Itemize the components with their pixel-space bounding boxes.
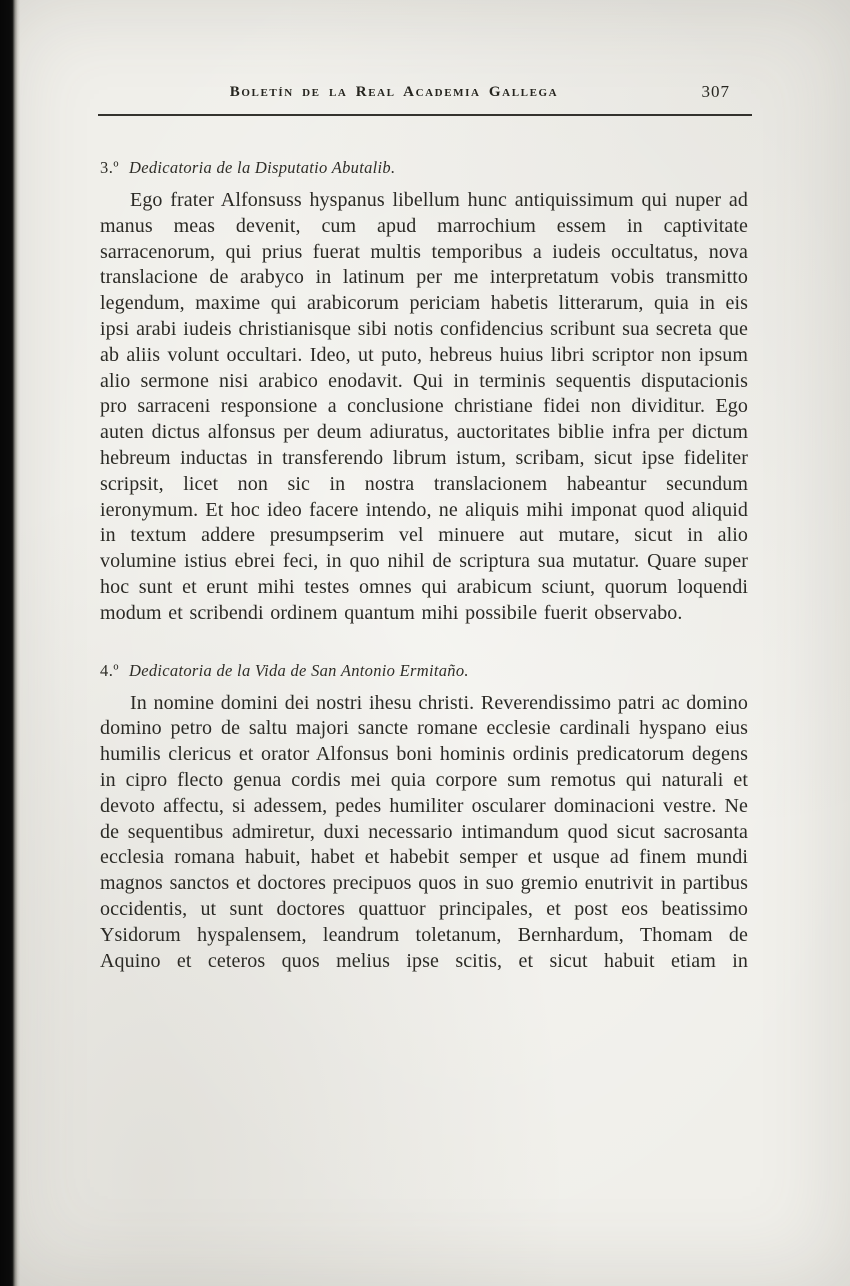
header-rule	[98, 114, 752, 116]
section-heading-3	[100, 158, 748, 178]
page-number: 307	[701, 82, 730, 101]
journal-title: Boletín de la Real Academia Gallega	[229, 84, 559, 100]
page-header	[100, 84, 748, 106]
section-number: 4.º	[100, 660, 119, 680]
section-body-4: In nomine domini dei nostri ihesu christi. Reverendissimo patri ac domino domino petro de saltu majori sancte romane ecclesie cardinali hyspano eius humilis clericus et orator Alfonsus boni hominis ordinis predicatorum degens in cipro flecto genua cordis mei quia corpore sum remotus qui naturali et devoto affectu, si adessem, pedes humiliter oscularer dominacioni vestre. Ne de sequentibus admiretur, duxi necessario intimandum quod sicut sacrosanta ecclesia romana habuit, habet et habebit semper et usque ad finem mundi magnos sanctos et doctores precipuos quos in suo gremio enutrivit in partibus occidentis, ut sunt doctores quattuor principales, et post eos beatissimo Ysidorum hyspalensem, leandrum toletanum, Bernhardum, Thomam de Aquino et ceteros quos melius ipse scitis, et sicut habuit etiam in	[100, 691, 748, 972]
section-title: Dedicatoria de la Vida de San Antonio Ermitaño.	[129, 660, 469, 680]
section-title: Dedicatoria de la Disputatio Abutalib.	[129, 158, 396, 177]
section-body-3: Ego frater Alfonsuss hyspanus libellum hunc antiquissimum qui nuper ad manus meas devenit, cum apud marrochium essem in captivitate sarracenorum, qui prius fuerat multis temporibus a iudeis occultatus, nova translacione de arabyco in latinum per me interpretatum vobis transmitto legendum, maxime qui arabicorum periciam habetis litterarum, quia in eis ipsi arabi iudeis christianisque sibi notis confidencius scribunt sua secreta que ab aliis volunt occultari. Ideo, ut puto, hebreus huius libri scriptor non ipsum alio sermone nisi arabico enodavit. Qui in terminis sequentis disputacionis pro sarraceni responsione a conclusione christiane fidei non dividitur. Ego auten dictus alfonsus per deum adiuratus, auctoritates biblie infra per dictum hebreum inductas in transferendo librum istum, scribam, sicut ipse fideliter scripsit, licet non sic in nostra translacionem habeantur secundum ieronymum. Et hoc ideo facere intendo, ne aliquis mihi imponat quod aliquid in textum addere presumpserim vel minuere aut mutare, sicut in alio volumine istius ebrei feci, in quo nihil de scriptura sua mutatur. Quare super hoc sunt et erunt mihi testes omnes qui arabicum sciunt, quorum loquendi modum et scribendi ordinem quantum mihi possibile fuerit observabo.	[100, 189, 748, 624]
section-heading-4	[100, 661, 748, 681]
section-gap	[100, 627, 748, 661]
page-content	[100, 84, 748, 974]
scan-binding-edge	[0, 0, 20, 1286]
section-number: 3.º	[100, 158, 119, 177]
